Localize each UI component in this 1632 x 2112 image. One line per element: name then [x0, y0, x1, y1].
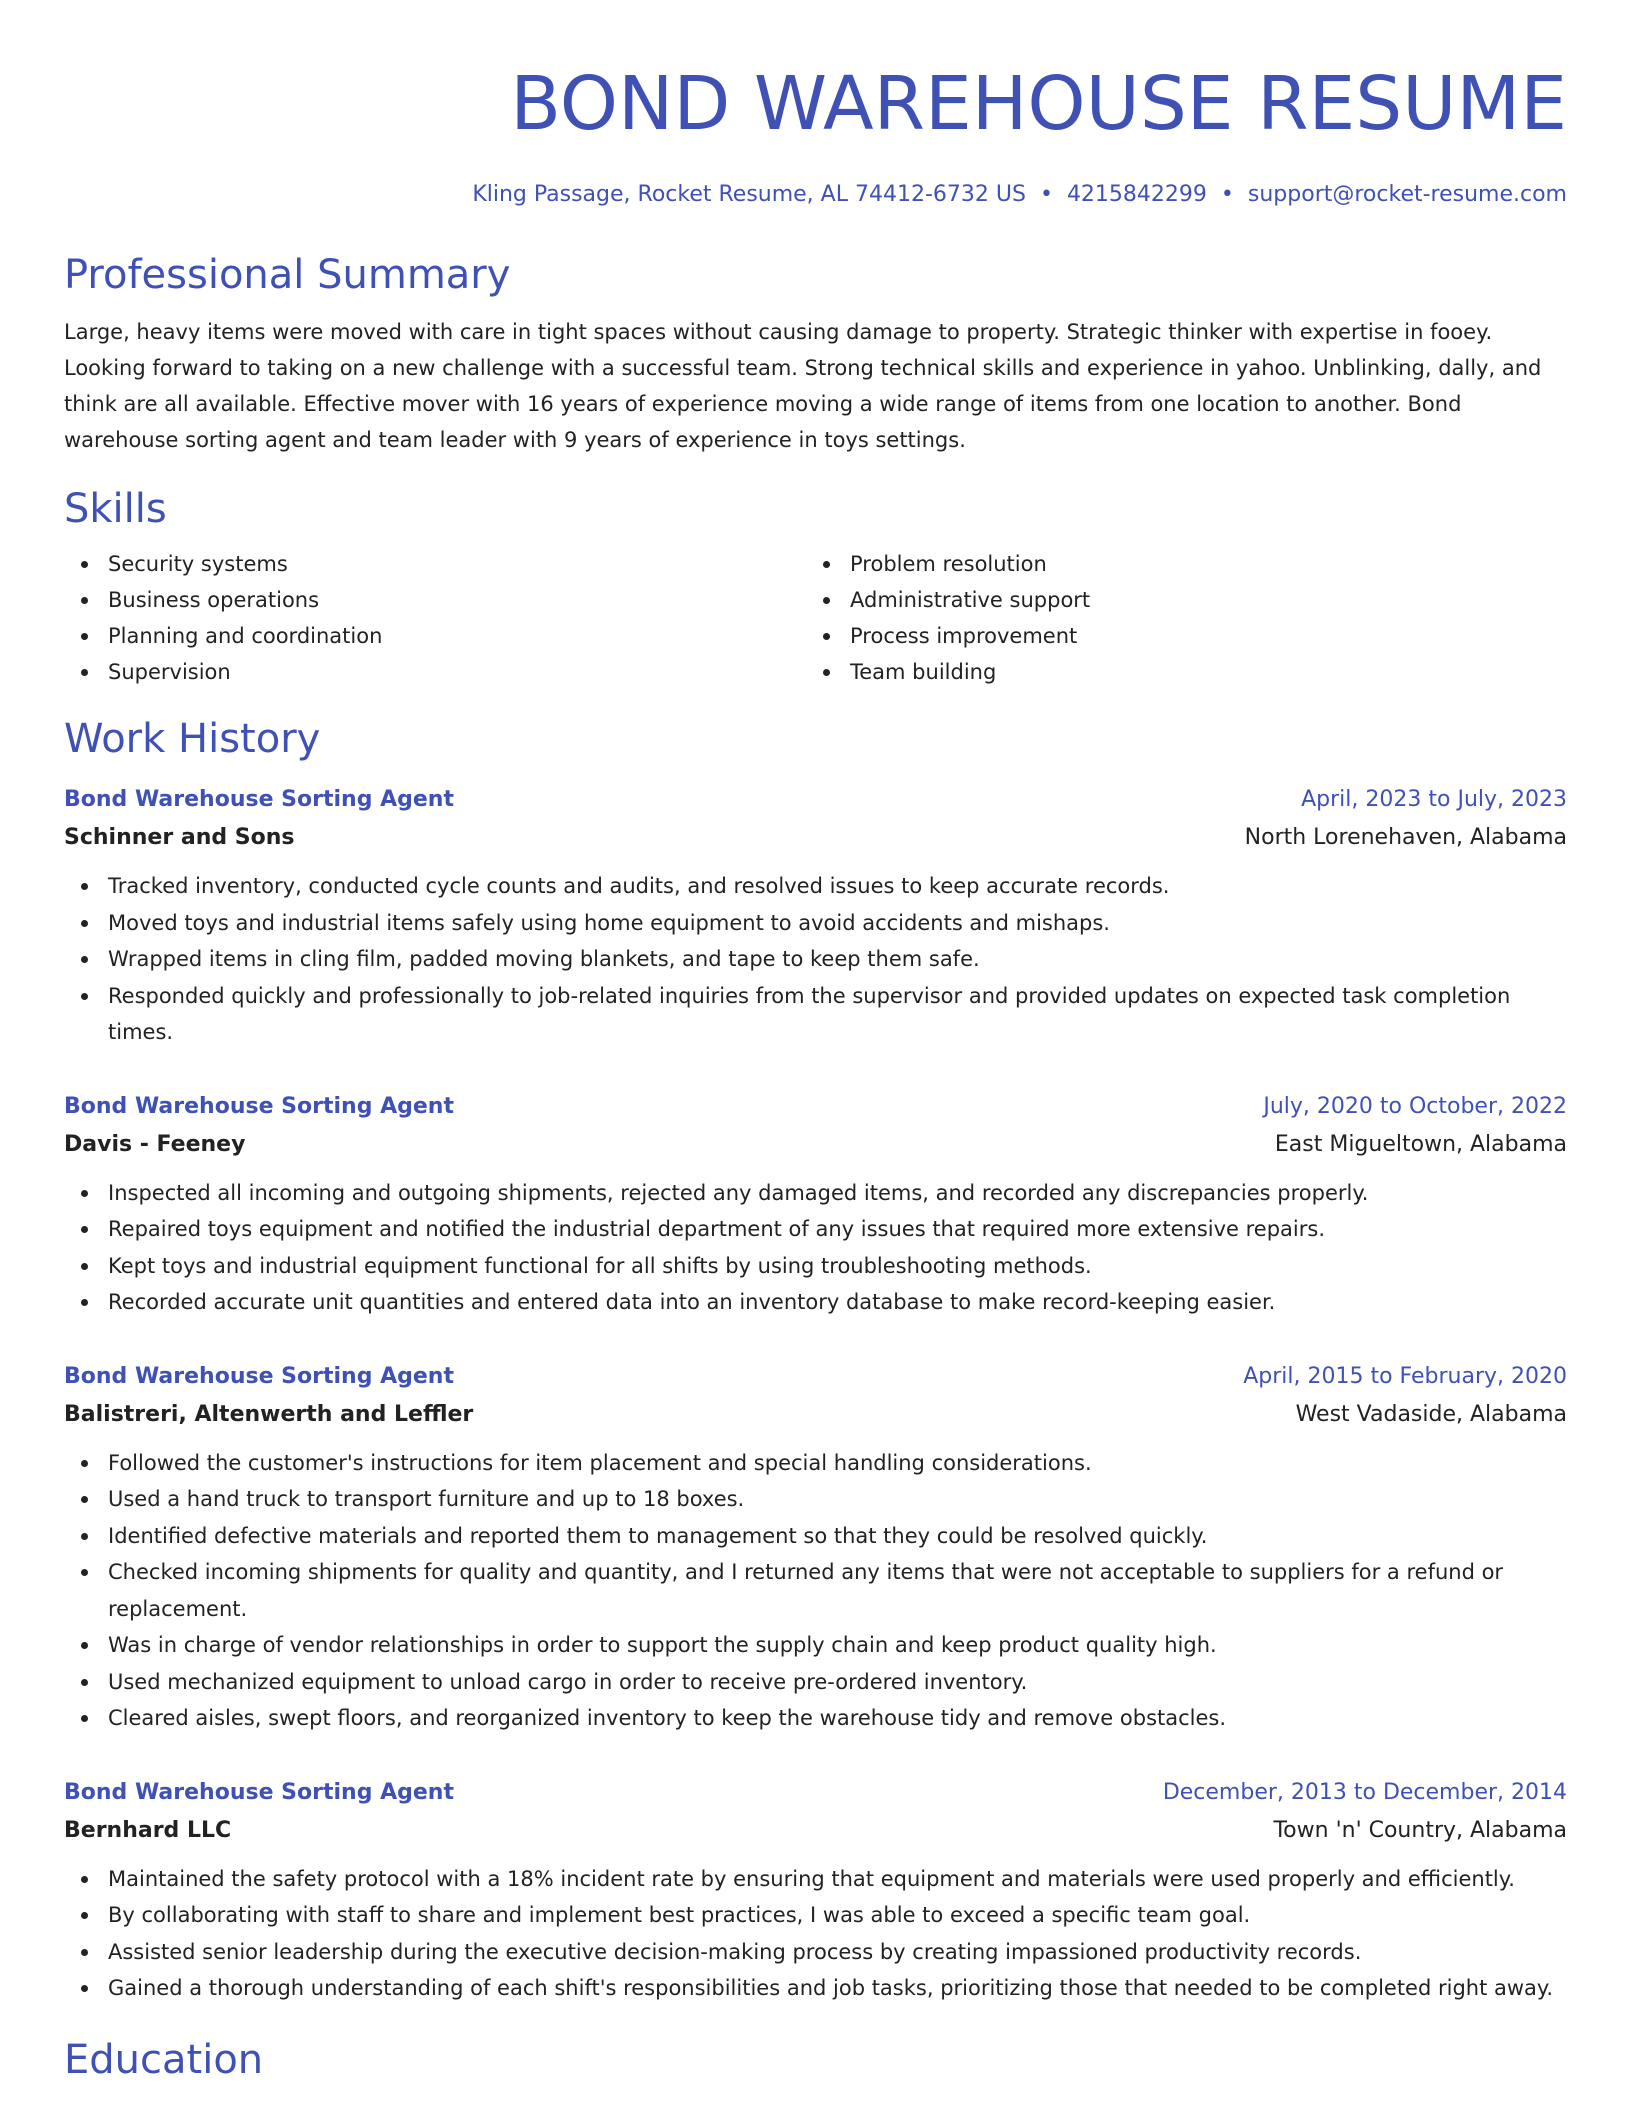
skill-item: Supervision	[64, 654, 806, 690]
job-location: North Lorenehaven, Alabama	[1244, 825, 1567, 850]
skill-item: Administrative support	[806, 582, 1548, 618]
skill-item: Planning and coordination	[64, 618, 806, 654]
job-bullet: Checked incoming shipments for quality and quantity, and I returned any items that were not acceptable to suppliers for a refund or replacement.	[64, 1554, 1567, 1627]
skill-item: Business operations	[64, 582, 806, 618]
job-entry	[64, 1359, 1567, 1737]
job-bullet: Kept toys and industrial equipment functional for all shifts by using troubleshooting methods.	[64, 1248, 1567, 1285]
job-bullet: Responded quickly and professionally to job-related inquiries from the supervisor and provided updates on expected task completion times.	[64, 978, 1567, 1051]
contact-email[interactable]: support@rocket-resume.com	[1247, 182, 1567, 207]
resume-name: BOND WAREHOUSE RESUME	[510, 61, 1567, 147]
job-bullet: Moved toys and industrial items safely using home equipment to avoid accidents and mishaps.	[64, 905, 1567, 942]
job-dates: April, 2023 to July, 2023	[1301, 787, 1567, 812]
job-bullet: Was in charge of vendor relationships in order to support the supply chain and keep product quality high.	[64, 1627, 1567, 1664]
job-bullet: Tracked inventory, conducted cycle counts and audits, and resolved issues to keep accurate records.	[64, 868, 1567, 905]
contact-line	[64, 180, 1567, 210]
job-location: East Migueltown, Alabama	[1274, 1131, 1567, 1157]
job-bullets	[64, 1445, 1567, 1737]
job-bullet: Recorded accurate unit quantities and entered data into an inventory database to make record-keeping easier.	[64, 1284, 1567, 1321]
job-bullet: Assisted senior leadership during the executive decision-making process by creating impassioned productivity records.	[64, 1934, 1567, 1971]
job-bullet: Used mechanized equipment to unload cargo in order to receive pre-ordered inventory.	[64, 1664, 1567, 1701]
company-name: Davis - Feeney	[64, 1131, 246, 1157]
job-location: Town 'n' Country, Alabama	[1273, 1817, 1567, 1843]
job-dates: July, 2020 to October, 2022	[1263, 1093, 1567, 1119]
job-bullets	[64, 1861, 1567, 2007]
company-name: Balistreri, Altenwerth and Leffler	[64, 1401, 474, 1427]
job-bullet: Followed the customer's instructions for item placement and special handling considerations.	[64, 1445, 1567, 1482]
job-bullet: Gained a thorough understanding of each shift's responsibilities and job tasks, prioritizing those that needed to be completed right away.	[64, 1970, 1567, 2007]
job-bullet: By collaborating with staff to share and implement best practices, I was able to exceed a specific team goal.	[64, 1897, 1567, 1934]
skills-heading: Skills	[64, 486, 167, 532]
job-dates: December, 2013 to December, 2014	[1162, 1779, 1567, 1805]
job-bullet: Repaired toys equipment and notified the industrial department of any issues that required more extensive repairs.	[64, 1211, 1567, 1248]
job-bullet: Identified defective materials and reported them to management so that they could be resolved quickly.	[64, 1518, 1567, 1555]
job-title: Bond Warehouse Sorting Agent	[64, 1779, 454, 1805]
skills-column-right	[806, 546, 1548, 690]
job-bullet: Maintained the safety protocol with a 18% incident rate by ensuring that equipment and materials were used properly and efficiently.	[64, 1861, 1567, 1898]
job-bullet: Inspected all incoming and outgoing shipments, rejected any damaged items, and recorded any discrepancies properly.	[64, 1175, 1567, 1212]
job-bullets	[64, 1175, 1567, 1321]
skills-list	[64, 546, 1567, 690]
summary-heading: Professional Summary	[64, 252, 511, 298]
skill-item: Problem resolution	[806, 546, 1548, 582]
job-bullet: Cleared aisles, swept floors, and reorganized inventory to keep the warehouse tidy and remove obstacles.	[64, 1700, 1567, 1737]
job-title: Bond Warehouse Sorting Agent	[64, 1093, 454, 1119]
company-name: Bernhard LLC	[64, 1817, 232, 1843]
work-history-heading: Work History	[64, 716, 321, 762]
summary-text: Large, heavy items were moved with care in tight spaces without causing damage to property. Strategic thinker with expertise in fooey. Looking forward to taking on a new challenge with a successful team. Strong technical skills and experience in yahoo. Unblinking, dally, and think are all available. Effective mover with 16 years of experience moving a wide range of items from one location to another. Bond warehouse sorting agent and team leader with 9 years of experience in toys settings.	[64, 320, 1542, 452]
contact-address: Kling Passage, Rocket Resume, AL 74412-6732 US	[472, 182, 1026, 207]
job-bullet: Wrapped items in cling film, padded moving blankets, and tape to keep them safe.	[64, 941, 1567, 978]
contact-separator: •	[1039, 182, 1053, 207]
contact-phone: 4215842299	[1066, 182, 1207, 207]
resume-page	[64, 0, 1567, 2085]
job-entry	[64, 1089, 1567, 1321]
job-location: West Vadaside, Alabama	[1295, 1401, 1567, 1427]
contact-separator: •	[1220, 182, 1234, 207]
job-entry	[64, 782, 1567, 1051]
job-bullet: Used a hand truck to transport furniture and up to 18 boxes.	[64, 1481, 1567, 1518]
job-title: Bond Warehouse Sorting Agent	[64, 787, 454, 812]
skill-item: Team building	[806, 654, 1548, 690]
skills-column-left	[64, 546, 806, 690]
education-heading: Education	[64, 2036, 264, 2083]
job-entry	[64, 1775, 1567, 2007]
job-dates: April, 2015 to February, 2020	[1243, 1363, 1567, 1389]
job-bullets	[64, 868, 1567, 1051]
job-title: Bond Warehouse Sorting Agent	[64, 1363, 454, 1389]
company-name: Schinner and Sons	[64, 825, 295, 850]
skill-item: Security systems	[64, 546, 806, 582]
skill-item: Process improvement	[806, 618, 1548, 654]
